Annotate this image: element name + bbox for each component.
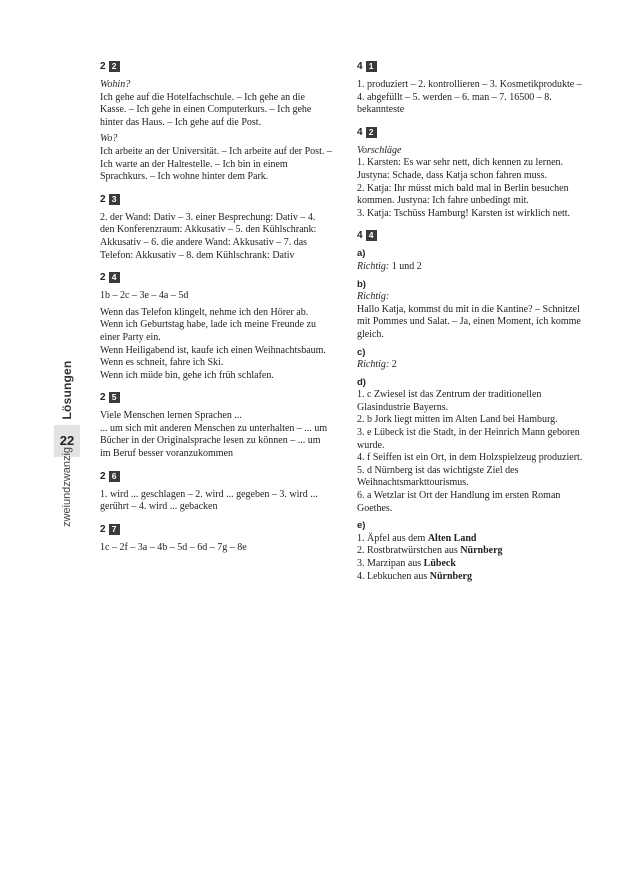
exercise-header <box>357 60 590 73</box>
richtig-label: Richtig: <box>357 359 390 371</box>
exercise-sub-badge: 2 <box>366 127 377 138</box>
answer-place: Nürnberg <box>460 545 503 557</box>
exercise-2-2 <box>100 60 332 184</box>
answer-line: 6. a Wetzlar ist Ort der Handlung im ersten Roman Goethes. <box>357 490 561 514</box>
question-label: Wohin? <box>100 79 131 90</box>
exercise-4-4 <box>357 229 590 583</box>
answer-line: 2. Katja: Ihr müsst mich bald mal in Berlin besuchen kommen. Justyna: Ich fahre unbedingt mit. <box>357 182 569 207</box>
exercise-header <box>100 60 332 73</box>
answer-place: Alten Land <box>427 532 477 544</box>
richtig-label: Richtig: <box>357 260 390 272</box>
exercise-2-4 <box>100 271 332 382</box>
question-label: Vorschläge <box>357 144 402 156</box>
answer-place: Lübeck <box>423 558 456 569</box>
exercise-sub-badge: 2 <box>109 61 120 72</box>
exercise-header <box>100 391 332 404</box>
exercise-number: 2 <box>100 392 106 404</box>
exercise-2-7 <box>100 523 332 555</box>
exercise-sub-badge: 4 <box>109 272 120 283</box>
richtig-label: Richtig: <box>357 291 390 303</box>
exercise-header <box>357 229 590 242</box>
answer-line: 2. b Jork liegt mitten im Alten Land bei Hamburg. <box>357 414 558 426</box>
answer-line: 1. Karsten: Es war sehr nett, dich kennen zu lernen. <box>357 157 564 169</box>
answer-text: 2. der Wand: Dativ – 3. einer Besprechung: Dativ – 4. den Konferenzraum: Akkusativ – 5. den Kühlschrank: Akkusativ – 6. die andere Wand: Akkusativ – 7. das Telefon: Akkusativ – 8. dem Kühlschrank: Dativ <box>100 211 317 261</box>
answer-line <box>357 359 590 372</box>
answer-line: 5. d Nürnberg ist das wichtigste Ziel des Weihnachtsmarkttourismus. <box>357 464 519 489</box>
section-label: Lösungen <box>60 360 74 420</box>
exercise-2-3 <box>100 193 332 262</box>
exercise-2-6 <box>100 470 332 514</box>
answer-prefix: 3. Marzipan aus <box>357 558 424 569</box>
answer-line <box>357 571 590 584</box>
answer-line <box>357 261 590 274</box>
exercise-4-1 <box>357 60 590 117</box>
exercise-sub-badge: 7 <box>109 524 120 535</box>
answer-line <box>357 545 590 558</box>
exercise-number: 2 <box>100 470 106 482</box>
answer-line <box>357 558 590 571</box>
answer-text: Ich gehe auf die Hotelfachschule. – Ich gehe an die Kasse. – Ich gehe in einen Computerkurs. – Ich gehe hinter das Haus. – Ich gehe auf die Post. <box>100 91 312 128</box>
answer-line: Wenn ich Geburtstag habe, lade ich meine Freunde zu einer Party ein. <box>100 319 317 343</box>
subtask-label: c) <box>357 346 366 358</box>
exercise-number: 2 <box>100 61 106 72</box>
answer-line: 3. e Lübeck ist die Stadt, in der Heinrich Mann geboren wurde. <box>357 427 580 451</box>
right-column <box>357 60 590 592</box>
answer-text: Ich arbeite an der Universität. – Ich arbeite auf der Post. – Ich warte an der Haltestelle. – Ich bin in einem Sprachkurs. – Ich wohne hinter dem Park. <box>100 145 332 183</box>
exercise-sub-badge: 6 <box>109 471 120 482</box>
subtask-label: e) <box>357 520 366 532</box>
left-column <box>100 60 332 563</box>
exercise-number: 2 <box>100 523 106 535</box>
answer-place: Nürnberg <box>429 570 472 582</box>
exercise-sub-badge: 5 <box>109 392 120 403</box>
exercise-4-2 <box>357 126 590 221</box>
answer-text: 1. produziert – 2. kontrollieren – 3. Kosmetikprodukte – 4. abgefüllt – 5. werden – 6. man – 7. 16500 – 8. bekannteste <box>357 79 582 116</box>
subtask-label: a) <box>357 248 366 260</box>
exercise-number: 4 <box>357 126 363 138</box>
exercise-number: 4 <box>357 230 363 242</box>
exercise-2-5 <box>100 391 332 460</box>
page-number: 22 <box>59 433 75 448</box>
answer-line: 1. c Zwiesel ist das Zentrum der traditionellen Glasindustrie Bayerns. <box>357 389 542 413</box>
question-label: Wo? <box>100 133 118 145</box>
answer-prefix: 2. Rostbratwürstchen aus <box>357 545 461 557</box>
exercise-number: 2 <box>100 272 106 284</box>
answer-line: Viele Menschen lernen Sprachen ... <box>100 410 242 422</box>
answer-value: 1 und 2 <box>391 260 422 272</box>
answer-text: 1c – 2f – 3a – 4b – 5d – 6d – 7g – 8e <box>100 541 247 553</box>
answer-value: 2 <box>391 359 397 371</box>
answer-line: Wenn das Telefon klingelt, nehme ich den Hörer ab. <box>100 306 309 318</box>
answer-text: ... um sich mit anderen Menschen zu unterhalten – ... um Bücher in der Originalsprache lesen zu können – ... um im Beruf besser voranzukommen <box>100 422 328 460</box>
answer-text: 1. wird ... geschlagen – 2. wird ... gegeben – 3. wird ... gerührt – 4. wird ... gebacken <box>100 488 318 513</box>
subtask-label: d) <box>357 376 366 388</box>
subtask-label: b) <box>357 278 366 290</box>
answer-line: 4. f Seiffen ist ein Ort, in dem Holzspielzeug produziert. <box>357 452 583 464</box>
exercise-header <box>100 193 332 206</box>
exercise-header <box>357 126 590 139</box>
page-sidebar <box>0 0 80 891</box>
exercise-header <box>100 271 332 284</box>
exercise-sub-badge: 1 <box>366 61 377 72</box>
answer-line <box>357 533 590 546</box>
answer-line: 3. Katja: Tschüss Hamburg! Karsten ist wirklich nett. <box>357 207 571 219</box>
answer-text: Hallo Katja, kommst du mit in die Kantine? – Schnitzel mit Pommes und Salat. – Ja, einen Moment, ich komme gleich. <box>357 303 581 340</box>
answer-line: Wenn ich müde bin, gehe ich früh schlafen. <box>100 369 274 381</box>
answer-line: Justyna: Schade, dass Katja schon fahren muss. <box>357 169 547 181</box>
page-word: zweiundzwanzig <box>61 446 73 528</box>
exercise-sub-badge: 4 <box>366 230 377 241</box>
answer-prefix: 4. Lebkuchen aus <box>357 570 430 582</box>
exercise-number: 2 <box>100 193 106 205</box>
answer-prefix: 1. Äpfel aus dem <box>357 532 428 544</box>
exercise-sub-badge: 3 <box>109 194 120 205</box>
exercise-number: 4 <box>357 61 363 72</box>
answer-text: 1b – 2c – 3e – 4a – 5d <box>100 290 189 302</box>
exercise-header <box>100 523 332 536</box>
answer-line: Wenn Heiligabend ist, kaufe ich einen Weihnachtsbaum. <box>100 344 326 356</box>
answer-line: Wenn es schneit, fahre ich Ski. <box>100 357 224 369</box>
exercise-header <box>100 470 332 483</box>
